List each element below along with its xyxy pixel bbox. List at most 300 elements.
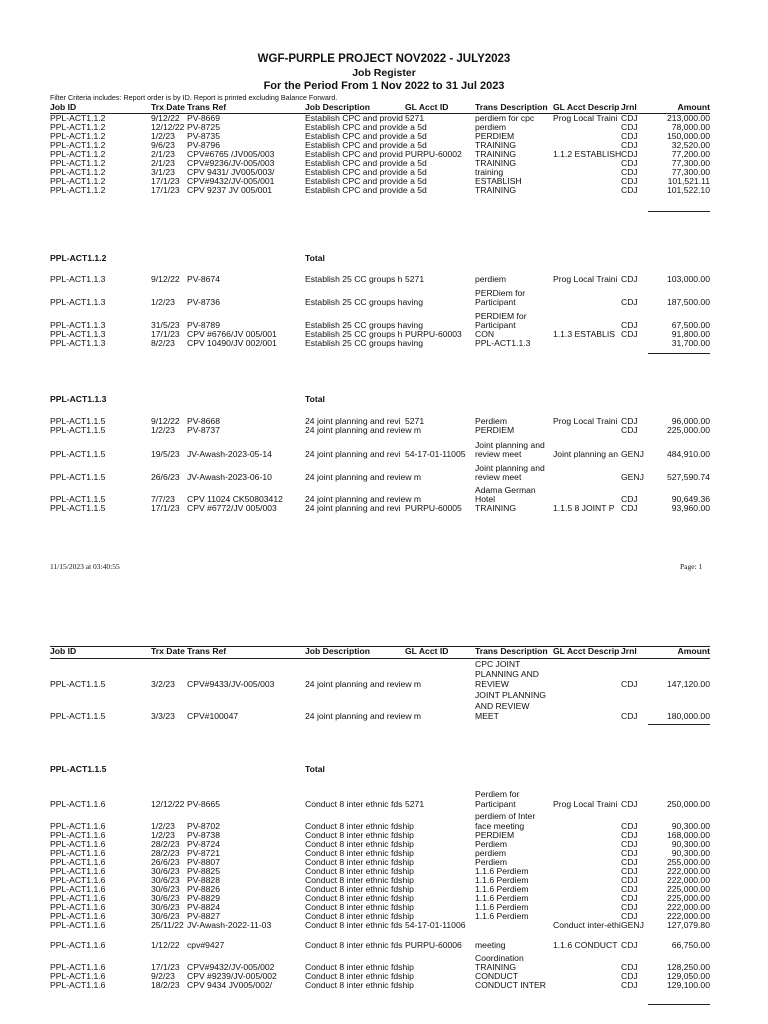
row-jrnl: CDJ	[621, 893, 638, 903]
row-desc: Establish CPC and provid	[305, 113, 403, 123]
row-tdesc: review meet	[475, 472, 522, 482]
page-number: Page: 1	[680, 562, 703, 571]
row-desc: Establish 25 CC groups having	[305, 320, 423, 330]
row-job: PPL-ACT1.1.6	[50, 839, 106, 849]
row-desc: 24 joint planning and revi	[305, 503, 401, 513]
row-gl: PURPU-60006	[405, 940, 462, 950]
row-job: PPL-ACT1.1.6	[50, 830, 106, 840]
row-ref: CPV#9432/JV-005/001	[187, 176, 275, 186]
row-job: PPL-ACT1.1.6	[50, 857, 106, 867]
row-jrnl: CDJ	[621, 839, 638, 849]
row-date: 9/12/22	[151, 113, 180, 123]
row-date: 17/1/23	[151, 503, 180, 513]
row-ref: JV-Awash-2022-11-03	[187, 920, 272, 930]
row-ref: PV-8827	[187, 911, 220, 921]
row-amt: 127,079.80	[666, 920, 710, 930]
report-subtitle: Job Register	[352, 67, 416, 79]
row-date: 28/2/23	[151, 848, 180, 858]
row-tdesc: CONDUCT	[475, 971, 518, 981]
row-gdesc: Prog Local Traini	[553, 799, 618, 809]
row-job: PPL-ACT1.1.5	[50, 425, 106, 435]
row-gdesc: Prog Local Traini	[553, 274, 618, 284]
row-job: PPL-ACT1.1.2	[50, 176, 106, 186]
column-header-ref: Trans Ref	[187, 102, 227, 112]
row-gl: PURPU-60002	[405, 149, 462, 159]
trans-desc-wrap: Coordination	[475, 953, 524, 963]
group-total-label: Total	[305, 394, 325, 404]
row-tdesc: PPL-ACT1.1.3	[475, 338, 531, 348]
row-amt: 213,000.00	[666, 113, 710, 123]
row-tdesc: training	[475, 167, 504, 177]
row-amt: 225,000.00	[666, 884, 710, 894]
row-desc: Conduct 8 inter ethnic fdship	[305, 875, 414, 885]
row-date: 12/12/22	[151, 122, 185, 132]
row-desc: Establish CPC and provide a 5d	[305, 176, 427, 186]
row-gdesc: Prog Local Traini	[553, 113, 618, 123]
print-datetime: 11/15/2023 at 03:40:55	[50, 562, 120, 571]
report-title: WGF-PURPLE PROJECT NOV2022 - JULY2023	[257, 53, 511, 65]
row-tdesc: perdiem	[475, 274, 507, 284]
row-date: 28/2/23	[151, 839, 180, 849]
row-tdesc: MEET	[475, 711, 499, 721]
row-job: PPL-ACT1.1.5	[50, 503, 106, 513]
row-ref: PV-8789	[187, 320, 220, 330]
row-jrnl: CDJ	[621, 821, 638, 831]
row-desc: Conduct 8 inter ethnic fdship	[305, 980, 414, 990]
row-tdesc: TRAINING	[475, 962, 517, 972]
row-jrnl: CDJ	[621, 711, 638, 721]
row-amt: 129,050.00	[666, 971, 710, 981]
column-header-jrnl: Jrnl	[621, 102, 637, 112]
row-amt: 77,300.00	[671, 158, 710, 168]
row-desc: Conduct 8 inter ethnic fdship	[305, 902, 414, 912]
row-job: PPL-ACT1.1.3	[50, 320, 106, 330]
row-tdesc: TRAINING	[475, 140, 517, 150]
row-desc: Conduct 8 inter ethnic fdship	[305, 821, 414, 831]
column-header-amt: Amount	[677, 102, 710, 112]
row-jrnl: CDJ	[621, 866, 638, 876]
row-date: 19/5/23	[151, 449, 180, 459]
row-date: 9/12/22	[151, 274, 180, 284]
row-gl: 54-17-01-11005	[405, 449, 466, 459]
row-amt: 78,000.00	[671, 122, 710, 132]
row-date: 9/12/22	[151, 416, 180, 426]
row-date: 30/6/23	[151, 893, 180, 903]
row-amt: 90,649.36	[671, 494, 710, 504]
row-desc: Establish CPC and provid	[305, 149, 403, 159]
row-desc: Conduct 8 inter ethnic fds	[305, 920, 403, 930]
row-desc: Conduct 8 inter ethnic fdship	[305, 971, 414, 981]
row-amt: 66,750.00	[671, 940, 710, 950]
row-desc: 24 joint planning and review m	[305, 472, 422, 482]
row-date: 30/6/23	[151, 875, 180, 885]
row-amt: 129,100.00	[666, 980, 710, 990]
row-ref: PV-8665	[187, 799, 220, 809]
row-jrnl: CDJ	[621, 971, 638, 981]
row-amt: 255,000.00	[666, 857, 710, 867]
column-header-gl: GL Acct ID	[405, 102, 449, 112]
row-jrnl: CDJ	[621, 185, 638, 195]
row-tdesc: PERDIEM	[475, 425, 515, 435]
row-desc: Establish CPC and provide a 5d	[305, 185, 427, 195]
row-desc: Establish CPC and provide a 5d	[305, 158, 427, 168]
trans-desc-wrap: Joint planning and	[475, 440, 545, 450]
row-gdesc: Prog Local Traini	[553, 416, 618, 426]
row-date: 30/6/23	[151, 866, 180, 876]
row-tdesc: Hotel	[475, 494, 496, 504]
row-tdesc: PERDIEM	[475, 131, 515, 141]
row-ref: PV-8736	[187, 297, 220, 307]
row-jrnl: CDJ	[621, 131, 638, 141]
trans-desc-wrap: Joint planning and	[475, 463, 545, 473]
row-amt: 77,300.00	[671, 167, 710, 177]
row-jrnl: CDJ	[621, 167, 638, 177]
row-tdesc: perdiem	[475, 122, 507, 132]
row-gl: 54-17-01-11006	[405, 920, 466, 930]
row-gl: PURPU-60005	[405, 503, 462, 513]
row-ref: CPV #9239/JV-005/002	[187, 971, 277, 981]
row-job: PPL-ACT1.1.6	[50, 799, 106, 809]
row-job: PPL-ACT1.1.6	[50, 980, 106, 990]
row-jrnl: CDJ	[621, 830, 638, 840]
row-amt: 77,200.00	[671, 149, 710, 159]
row-tdesc: CONDUCT INTER	[475, 980, 546, 990]
row-amt: 168,000.00	[666, 830, 710, 840]
row-jrnl: CDJ	[621, 122, 638, 132]
row-date: 2/1/23	[151, 158, 175, 168]
row-ref: CPV#6765 /JV005/003	[187, 149, 275, 159]
trans-desc-wrap: Adama German	[475, 485, 536, 495]
column-header-job: Job ID	[50, 646, 77, 656]
row-tdesc: 1.1.6 Perdiem	[475, 911, 529, 921]
column-header-gl: GL Acct ID	[405, 646, 449, 656]
row-gdesc: 1.1.5 8 JOINT P	[553, 503, 615, 513]
row-date: 1/2/23	[151, 297, 175, 307]
column-header-jrnl: Jrnl	[621, 646, 637, 656]
column-header-gdesc: GL Acct Descrip	[553, 646, 620, 656]
row-date: 26/6/23	[151, 857, 180, 867]
row-job: PPL-ACT1.1.6	[50, 911, 106, 921]
row-job: PPL-ACT1.1.5	[50, 449, 106, 459]
row-job: PPL-ACT1.1.6	[50, 875, 106, 885]
row-amt: 222,000.00	[666, 875, 710, 885]
row-gdesc: Joint planning an	[553, 449, 618, 459]
row-date: 30/6/23	[151, 884, 180, 894]
row-jrnl: CDJ	[621, 884, 638, 894]
row-amt: 180,000.00	[666, 711, 710, 721]
trans-desc-wrap: AND REVIEW	[475, 701, 530, 711]
row-jrnl: CDJ	[621, 140, 638, 150]
row-date: 1/2/23	[151, 821, 175, 831]
row-ref: PV-8724	[187, 839, 220, 849]
group-total-label: Total	[305, 253, 325, 263]
row-desc: Conduct 8 inter ethnic fdship	[305, 911, 414, 921]
row-jrnl: CDJ	[621, 320, 638, 330]
filter-criteria: Filter Criteria includes: Report order is by ID. Report is printed excluding Balance Forward.	[50, 93, 338, 102]
row-date: 12/12/22	[151, 799, 185, 809]
column-header-desc: Job Description	[305, 646, 370, 656]
row-date: 9/6/23	[151, 140, 175, 150]
row-date: 7/7/23	[151, 494, 175, 504]
row-tdesc: perdiem for cpc	[475, 113, 535, 123]
row-tdesc: Participant	[475, 320, 516, 330]
row-gl: 5271	[405, 274, 425, 284]
row-gl: PURPU-60003	[405, 329, 462, 339]
row-date: 25/11/22	[151, 920, 184, 930]
row-gl: 5271	[405, 113, 425, 123]
row-tdesc: TRAINING	[475, 149, 517, 159]
row-desc: Establish CPC and provide a 5d	[305, 122, 427, 132]
row-jrnl: CDJ	[621, 962, 638, 972]
row-jrnl: CDJ	[621, 679, 638, 689]
row-jrnl: CDJ	[621, 857, 638, 867]
row-amt: 250,000.00	[666, 799, 710, 809]
row-ref: PV-8674	[187, 274, 220, 284]
row-tdesc: REVIEW	[475, 679, 509, 689]
subtotal-underline	[648, 353, 710, 354]
row-ref: PV-8735	[187, 131, 220, 141]
row-ref: CPV#100047	[187, 711, 239, 721]
row-amt: 225,000.00	[666, 893, 710, 903]
row-date: 30/6/23	[151, 902, 180, 912]
row-jrnl: CDJ	[621, 274, 638, 284]
row-tdesc: 1.1.6 Perdiem	[475, 875, 529, 885]
row-desc: Conduct 8 inter ethnic fdship	[305, 884, 414, 894]
row-ref: CPV 10490/JV 002/001	[187, 338, 277, 348]
row-date: 8/2/23	[151, 338, 175, 348]
row-ref: JV-Awash-2023-05-14	[187, 449, 272, 459]
row-ref: PV-8796	[187, 140, 220, 150]
row-job: PPL-ACT1.1.2	[50, 158, 106, 168]
column-header-date: Trx Date	[151, 102, 185, 112]
row-job: PPL-ACT1.1.6	[50, 884, 106, 894]
group-total-label: Total	[305, 764, 325, 774]
column-header-desc: Job Description	[305, 102, 370, 112]
row-ref: PV-8721	[187, 848, 220, 858]
row-job: PPL-ACT1.1.6	[50, 920, 106, 930]
row-amt: 67,500.00	[671, 320, 710, 330]
row-amt: 222,000.00	[666, 911, 710, 921]
row-amt: 527,590.74	[666, 472, 710, 482]
row-job: PPL-ACT1.1.3	[50, 329, 106, 339]
row-job: PPL-ACT1.1.2	[50, 167, 106, 177]
row-amt: 187,500.00	[666, 297, 710, 307]
row-job: PPL-ACT1.1.6	[50, 893, 106, 903]
row-tdesc: Perdiem	[475, 416, 507, 426]
row-date: 17/1/23	[151, 176, 180, 186]
row-desc: 24 joint planning and review m	[305, 711, 422, 721]
row-tdesc: 1.1.6 Perdiem	[475, 902, 529, 912]
row-amt: 222,000.00	[666, 866, 710, 876]
row-jrnl: CDJ	[621, 176, 638, 186]
row-date: 30/6/23	[151, 911, 180, 921]
row-ref: PV-8826	[187, 884, 220, 894]
row-jrnl: CDJ	[621, 297, 638, 307]
row-ref: CPV#9433/JV-005/003	[187, 679, 275, 689]
row-ref: CPV 9237 JV 005/001	[187, 185, 273, 195]
row-desc: Conduct 8 inter ethnic fdship	[305, 848, 414, 858]
row-amt: 32,520.00	[671, 140, 710, 150]
row-job: PPL-ACT1.1.3	[50, 338, 106, 348]
row-amt: 225,000.00	[666, 425, 710, 435]
row-date: 9/2/23	[151, 971, 175, 981]
group-total-job: PPL-ACT1.1.5	[50, 764, 107, 774]
row-jrnl: CDJ	[621, 329, 638, 339]
row-amt: 147,120.00	[666, 679, 710, 689]
row-ref: CPV#9236/JV-005/003	[187, 158, 275, 168]
row-job: PPL-ACT1.1.2	[50, 140, 106, 150]
row-ref: PV-8725	[187, 122, 220, 132]
row-amt: 103,000.00	[666, 274, 710, 284]
row-tdesc: ESTABLISH	[475, 176, 522, 186]
row-ref: CPV#9432/JV-005/002	[187, 962, 275, 972]
group-total-job: PPL-ACT1.1.2	[50, 253, 107, 263]
row-amt: 90,300.00	[671, 839, 710, 849]
row-job: PPL-ACT1.1.3	[50, 297, 106, 307]
row-date: 31/5/23	[151, 320, 180, 330]
row-jrnl: CDJ	[621, 980, 638, 990]
row-desc: Establish CPC and provide a 5d	[305, 131, 427, 141]
row-amt: 128,250.00	[666, 962, 710, 972]
row-jrnl: CDJ	[621, 875, 638, 885]
trans-desc-wrap: perdiem of Inter	[475, 811, 536, 821]
column-header-ref: Trans Ref	[187, 646, 227, 656]
row-ref: CPV 9431/ JV005/003/	[187, 167, 275, 177]
row-gdesc: Conduct inter-ethi	[553, 920, 621, 930]
row-ref: CPV #6772/JV 005/003	[187, 503, 277, 513]
row-job: PPL-ACT1.1.5	[50, 472, 106, 482]
row-tdesc: TRAINING	[475, 158, 517, 168]
row-desc: Conduct 8 inter ethnic fdship	[305, 893, 414, 903]
trans-desc-wrap: PLANNING AND	[475, 669, 539, 679]
row-ref: PV-8738	[187, 830, 220, 840]
row-tdesc: Participant	[475, 297, 516, 307]
row-gl: 5271	[405, 416, 425, 426]
row-ref: PV-8807	[187, 857, 220, 867]
row-job: PPL-ACT1.1.2	[50, 149, 106, 159]
row-amt: 90,300.00	[671, 821, 710, 831]
row-job: PPL-ACT1.1.6	[50, 848, 106, 858]
row-desc: Establish CPC and provide a 5d	[305, 167, 427, 177]
row-amt: 93,960.00	[671, 503, 710, 513]
column-header-amt: Amount	[677, 646, 710, 656]
row-ref: CPV 11024 CK50803412	[187, 494, 283, 504]
row-job: PPL-ACT1.1.5	[50, 416, 106, 426]
row-desc: Conduct 8 inter ethnic fdship	[305, 839, 414, 849]
row-gl: 5271	[405, 799, 425, 809]
column-header-job: Job ID	[50, 102, 77, 112]
row-jrnl: CDJ	[621, 848, 638, 858]
row-job: PPL-ACT1.1.5	[50, 711, 106, 721]
trans-desc-wrap: PERDiem for	[475, 288, 526, 298]
row-tdesc: PERDIEM	[475, 830, 515, 840]
row-jrnl: CDJ	[621, 503, 638, 513]
row-date: 3/1/23	[151, 167, 175, 177]
row-jrnl: GENJ	[621, 472, 644, 482]
row-jrnl: CDJ	[621, 494, 638, 504]
column-header-date: Trx Date	[151, 646, 185, 656]
row-tdesc: TRAINING	[475, 503, 517, 513]
row-desc: Establish 25 CC groups having	[305, 297, 423, 307]
row-job: PPL-ACT1.1.3	[50, 274, 106, 284]
row-job: PPL-ACT1.1.2	[50, 131, 106, 141]
row-tdesc: Participant	[475, 799, 516, 809]
subtotal-underline	[648, 1004, 710, 1005]
column-header-gdesc: GL Acct Descrip	[553, 102, 620, 112]
column-header-tdesc: Trans Description	[475, 102, 548, 112]
row-desc: Establish 25 CC groups h	[305, 329, 403, 339]
row-date: 18/2/23	[151, 980, 180, 990]
row-tdesc: 1.1.6 Perdiem	[475, 884, 529, 894]
row-desc: Establish 25 CC groups h	[305, 274, 403, 284]
row-ref: PV-8828	[187, 875, 220, 885]
row-date: 3/2/23	[151, 679, 175, 689]
row-job: PPL-ACT1.1.6	[50, 866, 106, 876]
row-amt: 222,000.00	[666, 902, 710, 912]
row-jrnl: CDJ	[621, 425, 638, 435]
row-desc: Conduct 8 inter ethnic fds	[305, 940, 403, 950]
row-jrnl: CDJ	[621, 158, 638, 168]
row-desc: Establish CPC and provide a 5d	[305, 140, 427, 150]
row-ref: JV-Awash-2023-06-10	[187, 472, 272, 482]
row-amt: 484,910.00	[666, 449, 710, 459]
row-desc: 24 joint planning and review m	[305, 425, 422, 435]
group-total-job: PPL-ACT1.1.3	[50, 394, 107, 404]
row-ref: PV-8737	[187, 425, 220, 435]
row-date: 26/6/23	[151, 472, 180, 482]
row-ref: PV-8702	[187, 821, 220, 831]
row-date: 2/1/23	[151, 149, 175, 159]
row-tdesc: perdiem	[475, 848, 507, 858]
row-gdesc: 1.1.2 ESTABLISH	[553, 149, 622, 159]
row-date: 17/1/23	[151, 329, 180, 339]
row-jrnl: CDJ	[621, 799, 638, 809]
row-desc: 24 joint planning and review m	[305, 679, 422, 689]
row-tdesc: review meet	[475, 449, 522, 459]
row-ref: PV-8824	[187, 902, 220, 912]
row-gdesc: 1.1.3 ESTABLIS	[553, 329, 615, 339]
subtotal-underline	[648, 724, 710, 725]
row-amt: 101,522.10	[666, 185, 710, 195]
row-ref: CPV 9434 JV005/002/	[187, 980, 273, 990]
row-ref: CPV #6766/JV 005/001	[187, 329, 277, 339]
row-job: PPL-ACT1.1.2	[50, 185, 106, 195]
row-jrnl: CDJ	[621, 113, 638, 123]
row-job: PPL-ACT1.1.6	[50, 962, 106, 972]
row-jrnl: CDJ	[621, 940, 638, 950]
trans-desc-wrap: Perdiem for	[475, 789, 520, 799]
row-tdesc: Perdiem	[475, 839, 507, 849]
row-job: PPL-ACT1.1.2	[50, 122, 106, 132]
row-jrnl: GENJ	[621, 920, 644, 930]
row-ref: cpv#9427	[187, 940, 225, 950]
row-job: PPL-ACT1.1.6	[50, 940, 106, 950]
row-jrnl: CDJ	[621, 902, 638, 912]
row-ref: PV-8825	[187, 866, 220, 876]
row-job: PPL-ACT1.1.5	[50, 679, 106, 689]
row-tdesc: face meeting	[475, 821, 525, 831]
row-date: 1/2/23	[151, 131, 175, 141]
row-desc: Conduct 8 inter ethnic fdship	[305, 830, 414, 840]
row-job: PPL-ACT1.1.6	[50, 971, 106, 981]
row-ref: PV-8668	[187, 416, 220, 426]
row-date: 1/2/23	[151, 425, 175, 435]
row-amt: 96,000.00	[671, 416, 710, 426]
row-date: 3/3/23	[151, 711, 175, 721]
row-job: PPL-ACT1.1.6	[50, 902, 106, 912]
row-job: PPL-ACT1.1.2	[50, 113, 106, 123]
row-tdesc: Perdiem	[475, 857, 507, 867]
